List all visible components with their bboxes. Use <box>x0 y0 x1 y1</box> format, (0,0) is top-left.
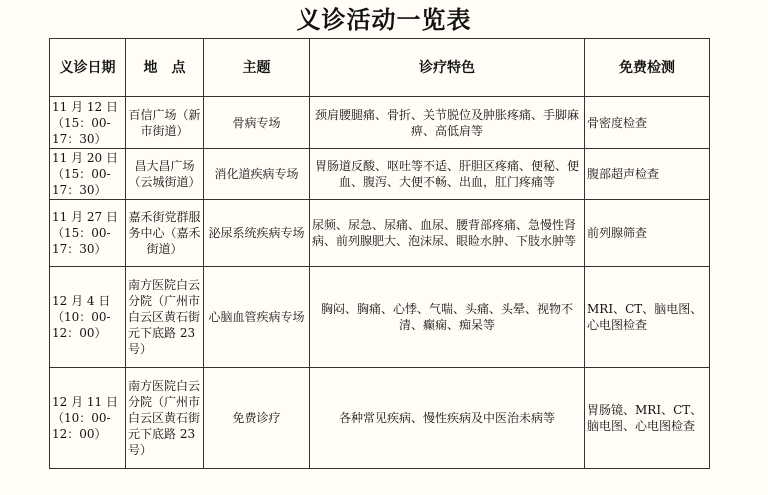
cell-date: 11 月 20 日（15：00-17：30） <box>50 149 126 200</box>
cell-date: 11 月 27 日（15：00-17：30） <box>50 200 126 267</box>
cell-features: 各种常见疾病、慢性疾病及中医治未病等 <box>310 368 585 469</box>
table-row <box>50 200 710 267</box>
header-row <box>50 39 710 97</box>
cell-date: 11 月 12 日（15：00-17：30） <box>50 97 126 149</box>
page-title: 义诊活动一览表 <box>296 5 472 34</box>
cell-location: 嘉禾街党群服务中心（嘉禾街道） <box>126 200 204 267</box>
header-location: 地 点 <box>126 39 204 97</box>
table-row <box>50 267 710 368</box>
cell-features: 颈肩腰腿痛、骨折、关节脱位及肿胀疼痛、手脚麻痹、高低肩等 <box>310 97 585 149</box>
header-features: 诊疗特色 <box>310 39 585 97</box>
header-tests: 免费检测 <box>585 39 710 97</box>
cell-date: 12 月 4 日（10：00-12：00） <box>50 267 126 368</box>
cell-date: 12 月 11 日（10：00-12：00） <box>50 368 126 469</box>
cell-location: 南方医院白云分院（广州市白云区黄石街元下底路 23 号） <box>126 267 204 368</box>
cell-features: 胃肠道反酸、呕吐等不适、肝胆区疼痛、便秘、便血、腹泻、大便不畅、出血，肛门疼痛等 <box>310 149 585 200</box>
cell-features: 胸闷、胸痛、心悸、气喘、头痛、头晕、视物不清、癫痫、痴呆等 <box>310 267 585 368</box>
cell-features: 尿频、尿急、尿痛、血尿、腰背部疼痛、急慢性肾病、前列腺肥大、泡沫尿、眼睑水肿、下肢水肿等 <box>310 200 585 267</box>
schedule-table <box>49 38 710 469</box>
header-theme: 主题 <box>204 39 310 97</box>
table-row <box>50 97 710 149</box>
cell-tests: 前列腺筛查 <box>585 200 710 267</box>
cell-theme: 消化道疾病专场 <box>204 149 310 200</box>
cell-theme: 免费诊疗 <box>204 368 310 469</box>
cell-tests: MRI、CT、脑电图、心电图检查 <box>585 267 710 368</box>
cell-location: 南方医院白云分院（广州市白云区黄石街元下底路 23 号） <box>126 368 204 469</box>
cell-theme: 心脑血管疾病专场 <box>204 267 310 368</box>
cell-tests: 骨密度检查 <box>585 97 710 149</box>
cell-tests: 腹部超声检查 <box>585 149 710 200</box>
cell-tests: 胃肠镜、MRI、CT、脑电图、心电图检查 <box>585 368 710 469</box>
cell-location: 昌大昌广场（云城街道） <box>126 149 204 200</box>
cell-theme: 泌尿系统疾病专场 <box>204 200 310 267</box>
header-date: 义诊日期 <box>50 39 126 97</box>
cell-theme: 骨病专场 <box>204 97 310 149</box>
table-row <box>50 149 710 200</box>
table-row <box>50 368 710 469</box>
cell-location: 百信广场（新市街道） <box>126 97 204 149</box>
